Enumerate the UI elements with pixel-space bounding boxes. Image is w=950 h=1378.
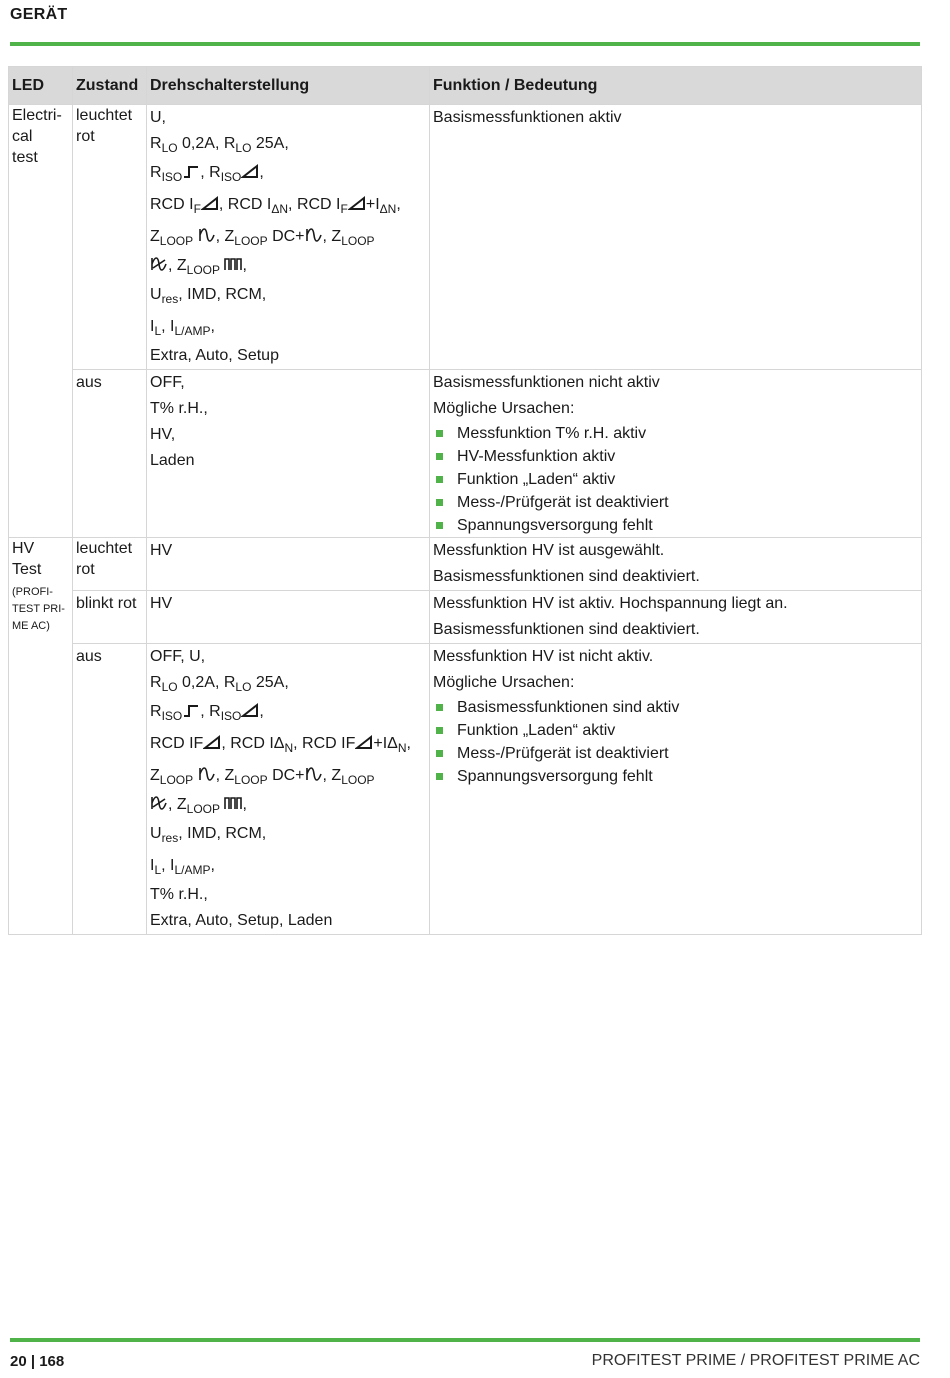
switch-position-hv-blink: HV — [147, 591, 430, 644]
switch-positions-electrical-on: U, $R_{LO}$ 0,2A, $R_{LO}$ 25A, $R_{ISO}$ , $R_{ISO}$ , RCD $I_F$ , RCD $I_{\Delta N}$, RCD $I_F$ $+I_{\Delta N}$, $Z_{LOOP}$ , $Z_{LOOP}$ DC+ , $Z_{LOOP}$ , $Z_{LOOP}$ , $U_{res}$, IMD, RCM, $I_L$, $I_{L/AMP}$, Extra, Auto, Setup — [147, 105, 430, 370]
pulse-wave-icon — [224, 795, 242, 811]
switch-position-hv-on: HV — [147, 538, 430, 591]
switch-positions-electrical-off: OFF, T% r.H., HV, Laden — [147, 370, 430, 538]
pulse-wave-icon — [224, 256, 242, 272]
function-hv-on: Messfunktion HV ist ausgewählt. Basismessfunktionen sind deaktiviert. — [430, 538, 922, 591]
ramp-triangle-icon — [241, 163, 259, 179]
function-hv-off: Messfunktion HV ist nicht aktiv. Mögliche Ursachen: Basismessfunktionen sind aktiv Funktion „Laden“ aktiv Mess-/Prüfgerät ist deaktiviert Spannungsversorgung fehlt — [430, 644, 922, 935]
list-item: Basismessfunktionen sind aktiv — [433, 696, 918, 719]
state-off: aus — [73, 370, 147, 538]
page-number: 20 | 168 — [10, 1353, 65, 1370]
section-title: GERÄT — [10, 6, 68, 23]
list-item: Mess-/Prüfgerät ist deaktiviert — [433, 491, 918, 514]
list-item: Mess-/Prüfgerät ist deaktiviert — [433, 742, 918, 765]
ramp-triangle-icon — [355, 734, 373, 750]
product-name: PROFITEST PRIME / PROFITEST PRIME AC — [591, 1352, 920, 1369]
sine-wave-icon — [150, 256, 168, 272]
led-hv-test: HV Test (PROFI- TEST PRI- ME AC) — [9, 538, 73, 935]
ramp-triangle-icon — [348, 195, 366, 211]
state-blink: blinkt rot — [73, 591, 147, 644]
sine-wave-icon — [198, 766, 216, 782]
col-header-state: Zustand — [73, 67, 147, 105]
col-header-function: Funktion / Bedeutung — [430, 67, 922, 105]
state-on: leuchtet rot — [73, 538, 147, 591]
function-electrical-off: Basismessfunktionen nicht aktiv Mögliche Ursachen: Messfunktion T% r.H. aktiv HV-Messfunktion aktiv Funktion „Laden“ aktiv Mess-/Prüfgerät ist deaktiviert Spannungsversorgung fehlt — [430, 370, 922, 538]
ramp-triangle-icon — [201, 195, 219, 211]
table-header-row — [9, 67, 922, 105]
led-electrical-test: Electri- cal test — [9, 105, 73, 538]
table-row — [9, 105, 922, 370]
col-header-switch: Drehschalterstellung — [147, 67, 430, 105]
cause-list — [433, 422, 918, 537]
list-item: Spannungsversorgung fehlt — [433, 765, 918, 788]
ramp-triangle-icon — [241, 702, 259, 718]
sine-wave-icon — [305, 227, 323, 243]
state-off: aus — [73, 644, 147, 935]
table-row — [9, 538, 922, 591]
led-status-table — [8, 66, 922, 935]
top-rule — [10, 42, 920, 46]
list-item: Spannungsversorgung fehlt — [433, 514, 918, 537]
col-header-led: LED — [9, 67, 73, 105]
table-row — [9, 370, 922, 538]
ramp-triangle-icon — [203, 734, 221, 750]
table-row — [9, 591, 922, 644]
step-ramp-icon — [182, 702, 200, 718]
bottom-rule — [10, 1338, 920, 1342]
state-on: leuchtet rot — [73, 105, 147, 370]
cause-list — [433, 696, 918, 788]
sine-wave-icon — [198, 227, 216, 243]
switch-positions-hv-off: OFF, U, $R_{LO}$ 0,2A, $R_{LO}$ 25A, $R_{ISO}$ , $R_{ISO}$ , RCD IF , RCD $I\Delta_N$, RCD IF $+I\Delta_N$, $Z_{LOOP}$ , $Z_{LOOP}$ DC+ , $Z_{LOOP}$ , $Z_{LOOP}$ , $U_{res}$, IMD, RCM, $I_L$, $I_{L/AMP}$, T% r.H., Extra, Auto, Setup, Laden — [147, 644, 430, 935]
list-item: Funktion „Laden“ aktiv — [433, 468, 918, 491]
list-item: HV-Messfunktion aktiv — [433, 445, 918, 468]
function-electrical-on: Basismessfunktionen aktiv — [430, 105, 922, 370]
sine-wave-icon — [305, 766, 323, 782]
sine-wave-icon — [150, 795, 168, 811]
step-ramp-icon — [182, 163, 200, 179]
function-hv-blink: Messfunktion HV ist aktiv. Hochspannung liegt an. Basismessfunktionen sind deaktiviert. — [430, 591, 922, 644]
list-item: Messfunktion T% r.H. aktiv — [433, 422, 918, 445]
list-item: Funktion „Laden“ aktiv — [433, 719, 918, 742]
table-row — [9, 644, 922, 935]
